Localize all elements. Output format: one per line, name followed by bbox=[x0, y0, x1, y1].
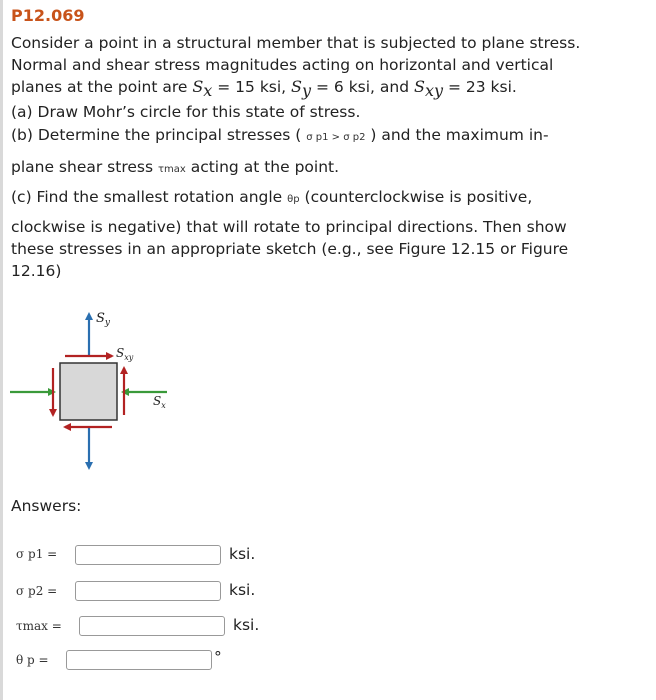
label-sx: $S_x$ bbox=[153, 394, 166, 410]
sigma-p2-input[interactable] bbox=[75, 581, 221, 601]
answers-heading: Answers: bbox=[11, 497, 82, 515]
answer-label-sigma-p2: σ p2 = bbox=[16, 584, 58, 598]
answer-label-tau-max: τmax = bbox=[16, 619, 62, 633]
part-c-line-1: (c) Find the smallest rotation angle θp (counterclockwise is positive, bbox=[11, 188, 533, 206]
unit-sigma-p1: ksi. bbox=[229, 545, 256, 563]
problem-id: P12.069 bbox=[11, 6, 85, 25]
problem-line-2: Normal and shear stress magnitudes acting on horizontal and vertical bbox=[11, 56, 554, 74]
unit-tau-max: ksi. bbox=[233, 616, 260, 634]
part-c-line-2: clockwise is negative) that will rotate to principal directions. Then show bbox=[11, 218, 567, 236]
answer-label-sigma-p1: σ p1 = bbox=[16, 547, 58, 561]
part-b-line-2: plane shear stress τmax acting at the point. bbox=[11, 158, 340, 176]
theta-p-input[interactable] bbox=[66, 650, 212, 670]
problem-line-3: planes at the point are $S_x = 15$ ksi, $S_y = 6$ ksi, and $S_{xy} = 23$ ksi. bbox=[11, 77, 517, 100]
problem-line-1: Consider a point in a structural member that is subjected to plane stress. bbox=[11, 34, 581, 52]
tau-max-input[interactable] bbox=[79, 616, 225, 636]
answer-label-theta-p: θ p = bbox=[16, 653, 49, 667]
unit-theta-p: ° bbox=[214, 648, 222, 666]
part-c-line-4: 12.16) bbox=[11, 262, 62, 280]
part-b-line-1: (b) Determine the principal stresses ( σ p1 > σ p2 ) and the maximum in- bbox=[11, 126, 549, 144]
part-c-line-3: these stresses in an appropriate sketch (e.g., see Figure 12.15 or Figure bbox=[11, 240, 569, 258]
label-sy: $S_y$ bbox=[96, 311, 110, 328]
part-a: (a) Draw Mohr’s circle for this state of stress. bbox=[11, 103, 361, 121]
sigma-p1-input[interactable] bbox=[75, 545, 221, 565]
stress-element-square bbox=[60, 363, 117, 420]
unit-sigma-p2: ksi. bbox=[229, 581, 256, 599]
label-sxy: $S_{xy}$ bbox=[116, 346, 134, 362]
